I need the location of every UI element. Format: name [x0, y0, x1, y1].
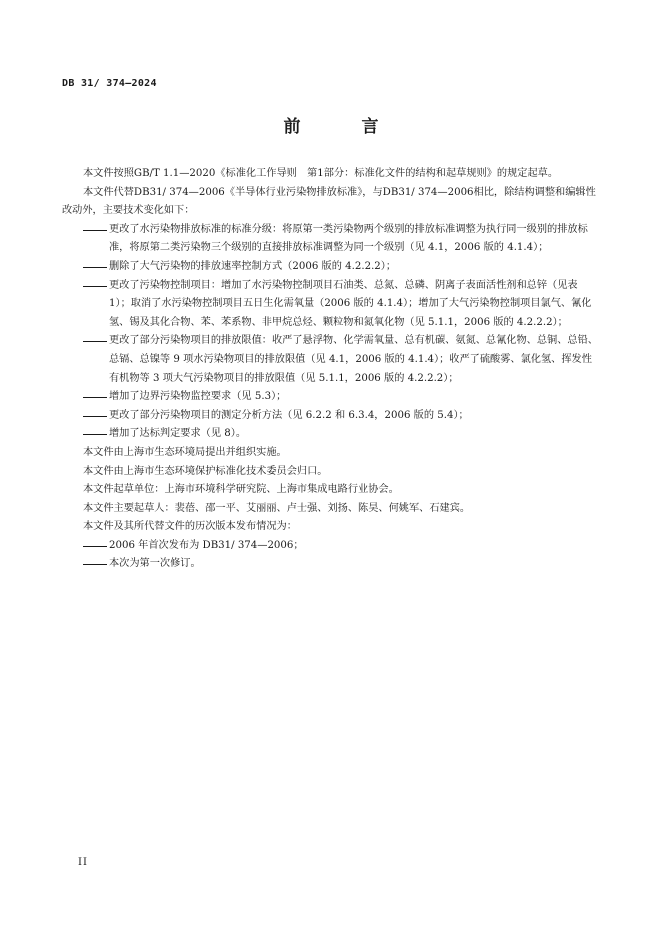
document-body	[62, 165, 602, 574]
drafting-units-paragraph: 本文件起草单位：上海市环境科学研究院、上海市集成电路行业协会。	[83, 484, 399, 496]
changes-list	[62, 221, 602, 444]
replacement-paragraph: 本文件代替DB31/ 374—2006《半导体行业污染物排放标准》，与DB31/ 374—2006相比，除结构调整和编辑性改动外，主要技术变化如下：	[62, 186, 596, 217]
history-intro-paragraph: 本文件及其所代替文件的历次版本发布情况为：	[83, 521, 297, 533]
list-item: 删除了大气污染物的排放速率控制方式（2006 版的 4.2.2.2）；	[109, 260, 397, 272]
list-item: 更改了部分污染物项目的测定分析方法（见 6.2.2 和 6.3.4，2006 版的 5.4）；	[109, 409, 469, 421]
list-item: 增加了边界污染物监控要求（见 5.3）；	[109, 391, 287, 403]
intro-paragraph: 本文件按照GB/T 1.1—2020《标准化工作导则 第1部分：标准化文件的结构和起草规则》的规定起草。	[83, 168, 559, 179]
list-item: 更改了污染物控制项目：增加了水污染物控制项目石油类、总氮、总磷、阴离子表面活性剂和总锌（见表 1）；取消了水污染物控制项目五日生化需氧量（2006 版的 4.1.4）；增加了大气污染物控制项目氯气、氰化氢、锡及其化合物、苯、苯系物、非甲烷总烃、颗粒物和氮氧化物（见 5.1.1，2006 版的 4.2.2.2）；	[109, 279, 592, 328]
standard-code: DB 31/ 374—2024	[62, 78, 157, 89]
list-item: 本次为第一次修订。	[109, 558, 201, 570]
history-list	[62, 537, 602, 574]
committee-paragraph: 本文件由上海市生态环境保护标准化技术委员会归口。	[83, 465, 328, 477]
list-item: 更改了部分污染物项目的排放限值：收严了悬浮物、化学需氧量、总有机碳、氨氮、总氰化物、总铜、总铅、总镉、总镍等 9 项水污染物项目的排放限值（见 4.1，2006 版的 4.1.4）；收严了硫酸雾、氯化氢、挥发性有机物等 3 项大气污染物项目的排放限值（见 5.1.1，2006 版的 4.2.2.2）；	[109, 335, 598, 384]
list-item: 更改了水污染物排放标准的标准分级：将原第一类污染物两个级别的排放标准调整为执行同一级别的排放标准，将原第二类污染物三个级别的直接排放标准调整为同一个级别（见 4.1，2006 版的 4.1.4）；	[109, 223, 588, 254]
list-item: 增加了达标判定要求（见 8）。	[109, 428, 247, 440]
page-number: II	[78, 857, 88, 868]
list-item: 2006 年首次发布为 DB31/ 374—2006；	[109, 539, 304, 551]
proposer-paragraph: 本文件由上海市生态环境局提出并组织实施。	[83, 446, 287, 458]
page-title: 前 言	[283, 117, 401, 137]
drafters-paragraph: 本文件主要起草人：裴蓓、邵一平、艾丽丽、卢士强、刘扬、陈昊、何姚军、石建宾。	[83, 502, 471, 514]
